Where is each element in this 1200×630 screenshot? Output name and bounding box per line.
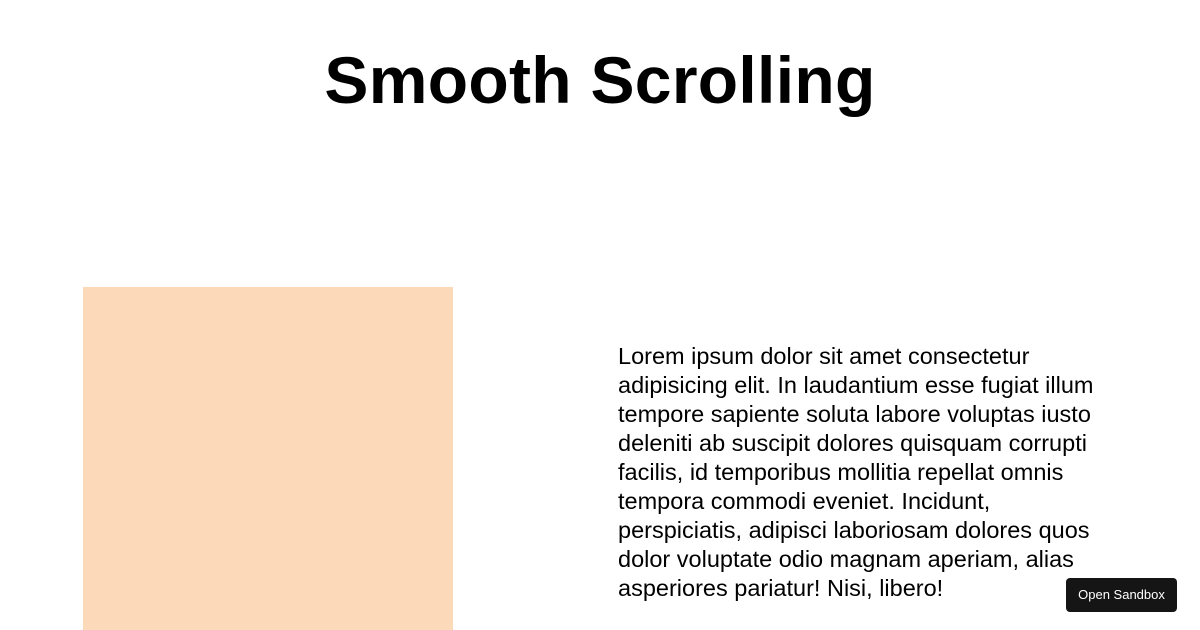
peach-box xyxy=(83,287,453,630)
open-sandbox-button[interactable]: Open Sandbox xyxy=(1066,578,1177,612)
page-title: Smooth Scrolling xyxy=(324,43,876,117)
lorem-paragraph: Lorem ipsum dolor sit amet consectetur adipisicing elit. In laudantium esse fugiat illum tempore sapiente soluta labore voluptas iusto deleniti ab suscipit dolores quisquam corrupti facilis, id temporibus mollitia repellat omnis tempora commodi eveniet. Incidunt, perspiciatis, adipisci laboriosam dolores quos dolor voluptate odio magnam aperiam, alias asperiores pariatur! Nisi, libero! xyxy=(618,343,1094,601)
